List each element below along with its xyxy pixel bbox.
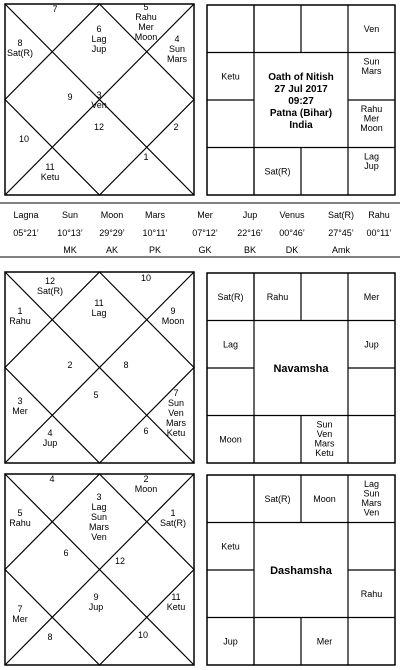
planet-label: Jup — [364, 339, 379, 350]
planet-label: Mer — [138, 22, 154, 32]
planet-label: Moon — [219, 434, 242, 445]
planet-label: Rahu — [266, 291, 289, 302]
chart-center-title: India — [289, 120, 313, 131]
house-sign-number: 2 — [67, 360, 73, 370]
planet-label: Rahu — [9, 518, 31, 528]
planet-label: Mars — [361, 498, 382, 508]
planet-label: Mars — [167, 54, 187, 64]
house-0 — [49, 474, 54, 484]
house-sign-number: 3 — [96, 90, 102, 100]
planet-label: Mars — [166, 418, 186, 428]
house-3 — [162, 306, 185, 326]
sign-cell-3 — [364, 24, 380, 34]
house-0 — [52, 4, 57, 14]
house-sign-number: 4 — [47, 428, 53, 438]
planet-label: Jup — [223, 636, 238, 647]
planet-label: Ketu — [221, 541, 240, 552]
sign-cell-10 — [315, 420, 335, 459]
planet-label: Jup — [364, 161, 379, 171]
house-8 — [19, 134, 29, 144]
house-sign-number: 8 — [47, 632, 53, 642]
house-10 — [47, 632, 52, 642]
planet-degree: 27°45’ — [328, 228, 354, 238]
house-10 — [41, 162, 60, 182]
planet-label: Lag — [363, 479, 380, 489]
house-sign-number: 1 — [17, 306, 23, 316]
house-sign-number: 2 — [143, 474, 149, 484]
sign-cell-4 — [221, 541, 240, 551]
house-5 — [123, 360, 128, 370]
planet-label: Ketu — [166, 428, 186, 438]
planet-name: Mer — [197, 210, 213, 220]
planet-label: Ven — [91, 100, 107, 110]
house-sign-number: 3 — [17, 396, 23, 406]
chart-center-title: Dashamsha — [270, 565, 332, 577]
house-sign-number: 11 — [94, 298, 104, 308]
planet-label: Sat(R) — [159, 518, 187, 528]
house-sign-number: 4 — [174, 34, 180, 44]
karaka-label: MK — [63, 245, 77, 255]
planet-name: Rahu — [368, 210, 390, 220]
house-6 — [67, 360, 72, 370]
rashi-chart-row — [0, 0, 400, 200]
planet-label: Sat(R) — [6, 48, 34, 58]
planet-name: Mars — [145, 210, 165, 220]
karaka-label: AK — [105, 245, 119, 255]
planet-label: Lag — [91, 308, 107, 318]
house-8 — [12, 396, 28, 416]
planet-label: Mer — [363, 291, 380, 302]
planet-label: Sun — [363, 488, 380, 499]
navamsha-north-chart — [5, 272, 194, 463]
planet-label: Lag — [363, 151, 380, 162]
navamsha-chart-row — [0, 268, 400, 468]
dashamsha-south-chart — [207, 475, 395, 665]
planet-label: Sun — [168, 44, 186, 54]
house-sign-number: 10 — [18, 134, 30, 144]
dashamsha-chart-row — [0, 470, 400, 670]
planet-label: Mer — [12, 406, 28, 416]
house-sign-number: 6 — [63, 548, 69, 558]
planet-label: Ketu — [166, 602, 186, 612]
planet-label: Mer — [363, 113, 380, 124]
karaka-label: BK — [243, 245, 257, 255]
house-sign-number: 11 — [171, 592, 181, 602]
planet-label: Lag — [91, 502, 107, 512]
planet-positions-table — [0, 200, 400, 260]
house-4 — [7, 38, 33, 58]
sign-cell-3 — [362, 479, 382, 518]
house-sign-number: 1 — [170, 508, 176, 518]
house-sign-number: 7 — [17, 604, 23, 614]
house-0 — [37, 276, 63, 296]
sign-cell-3 — [364, 292, 380, 302]
planet-label: Lag — [91, 34, 107, 44]
house-7 — [94, 122, 104, 132]
sign-cell-8 — [223, 636, 238, 646]
planet-name: Venus — [279, 210, 305, 220]
planet-label: Mars — [89, 522, 109, 532]
planet-label: Jup — [91, 44, 107, 54]
house-10 — [43, 428, 58, 448]
house-sign-number: 1 — [143, 152, 149, 162]
planet-label: Mars — [314, 438, 335, 449]
house-11 — [138, 630, 148, 640]
sign-cell-0 — [217, 292, 243, 302]
karaka-label: DK — [285, 245, 299, 255]
house-4 — [9, 508, 31, 528]
planet-degree: 10°11’ — [142, 228, 168, 238]
house-6 — [63, 548, 68, 558]
sign-cell-4 — [223, 339, 238, 349]
karaka-label: Amk — [332, 245, 350, 255]
planet-label: Sun — [316, 419, 333, 430]
sign-cell-8 — [219, 434, 242, 444]
house-sign-number: 12 — [114, 556, 126, 566]
house-2 — [135, 2, 158, 42]
house-sign-number: 9 — [67, 92, 73, 102]
planet-label: Ketu — [40, 172, 60, 182]
house-5 — [115, 556, 125, 566]
house-8 — [12, 604, 28, 624]
planet-label: Rahu — [360, 588, 383, 599]
dashamsha-north-chart — [5, 474, 194, 665]
planet-label: Ven — [363, 507, 380, 518]
planet-degree: 22°16’ — [237, 228, 263, 238]
house-11 — [143, 152, 148, 162]
house-11 — [166, 388, 186, 438]
planet-label: Sat(R) — [264, 493, 291, 504]
house-sign-number: 6 — [143, 426, 149, 436]
planet-label: Sun — [90, 512, 108, 522]
planet-label: Ketu — [315, 448, 334, 458]
sign-cell-2 — [313, 494, 336, 504]
sign-cell-11 — [364, 152, 379, 172]
house-sign-number: 8 — [17, 38, 23, 48]
planet-name: Sun — [61, 210, 79, 220]
planet-degree: 05°21’ — [13, 228, 39, 238]
sign-cell-1 — [267, 292, 289, 302]
house-sign-number: 4 — [49, 474, 55, 484]
house-sign-number: 5 — [17, 508, 23, 518]
planet-degree: 29°29’ — [99, 228, 125, 238]
planet-label: Sat(R) — [264, 166, 291, 177]
house-sign-number: 12 — [93, 122, 105, 132]
house-1 — [91, 24, 106, 54]
house-9 — [173, 122, 178, 132]
house-sign-number: 12 — [44, 276, 56, 286]
house-sign-number: 11 — [45, 162, 55, 172]
planet-label: Rahu — [135, 12, 157, 22]
sign-cell-9 — [264, 166, 290, 176]
house-sign-number: 9 — [170, 306, 176, 316]
planet-name: Sat(R) — [327, 210, 355, 220]
planet-label: Jup — [42, 438, 58, 448]
planet-label: Moon — [360, 123, 383, 133]
sign-cell-7 — [361, 589, 383, 599]
house-sign-number: 6 — [96, 24, 102, 34]
planet-name: Lagna — [13, 210, 39, 220]
planet-label: Ven — [168, 408, 184, 418]
planet-label: Mer — [12, 614, 28, 624]
house-sign-number: 9 — [93, 592, 99, 602]
planet-label: Ven — [363, 23, 380, 34]
planet-label: Moon — [161, 316, 185, 326]
house-1 — [91, 298, 106, 318]
chart-center-title: Navamsha — [273, 363, 329, 375]
planet-degree: 07°12’ — [192, 228, 218, 238]
planet-label: Rahu — [9, 316, 31, 326]
house-3 — [167, 34, 187, 64]
sign-cell-10 — [317, 636, 333, 646]
rashi-south-chart — [207, 5, 395, 195]
house-7 — [89, 592, 104, 612]
house-sign-number: 7 — [52, 4, 58, 14]
planet-label: Ven — [91, 532, 107, 542]
house-sign-number: 10 — [137, 630, 149, 640]
navamsha-south-chart — [207, 273, 395, 463]
planet-label: Sun — [167, 398, 185, 408]
karaka-label: GK — [198, 245, 212, 255]
house-1 — [89, 492, 109, 542]
sign-cell-4 — [221, 71, 240, 81]
planet-label: Rahu — [360, 104, 383, 114]
planet-label: Ven — [316, 429, 333, 439]
rashi-north-chart — [5, 2, 194, 195]
house-3 — [160, 508, 186, 528]
house-6 — [67, 92, 72, 102]
house-2 — [141, 273, 151, 283]
planet-degree: 00°11’ — [366, 228, 392, 238]
house-sign-number: 3 — [96, 492, 102, 502]
house-sign-number: 10 — [140, 273, 152, 283]
chart-center-title: 09:27 — [288, 96, 314, 107]
sign-cell-1 — [264, 494, 290, 504]
planet-label: Sat(R) — [217, 291, 244, 302]
sign-cell-7 — [360, 104, 383, 133]
house-9 — [143, 426, 148, 436]
house-sign-number: 5 — [93, 390, 99, 400]
house-2 — [135, 474, 158, 494]
planet-label: Moon — [134, 32, 158, 42]
planet-label: Moon — [134, 484, 158, 494]
chart-center-title: Oath of Nitish — [268, 72, 334, 83]
house-sign-number: 7 — [173, 388, 179, 398]
planet-label: Mer — [316, 636, 333, 647]
house-sign-number: 5 — [143, 2, 149, 12]
house-sign-number: 8 — [123, 360, 129, 370]
planet-name: Moon — [100, 210, 124, 220]
planet-name: Jup — [242, 210, 258, 220]
planet-degree: 00°46’ — [279, 228, 305, 238]
planet-label: Mars — [361, 66, 382, 76]
house-sign-number: 2 — [173, 122, 179, 132]
planet-label: Jup — [88, 602, 104, 612]
karaka-label: PK — [148, 245, 162, 255]
planet-label: Moon — [313, 493, 336, 504]
sign-cell-5 — [364, 339, 379, 349]
house-4 — [9, 306, 31, 326]
planet-label: Ketu — [221, 71, 240, 82]
planet-label: Sun — [363, 56, 380, 67]
sign-cell-5 — [362, 57, 382, 77]
chart-center-title: Patna (Bihar) — [269, 108, 333, 119]
house-7 — [93, 390, 98, 400]
chart-center-title: 27 Jul 2017 — [274, 84, 328, 95]
planet-label: Sat(R) — [36, 286, 64, 296]
planet-degree: 10°13’ — [57, 228, 83, 238]
planet-label: Lag — [222, 339, 239, 350]
